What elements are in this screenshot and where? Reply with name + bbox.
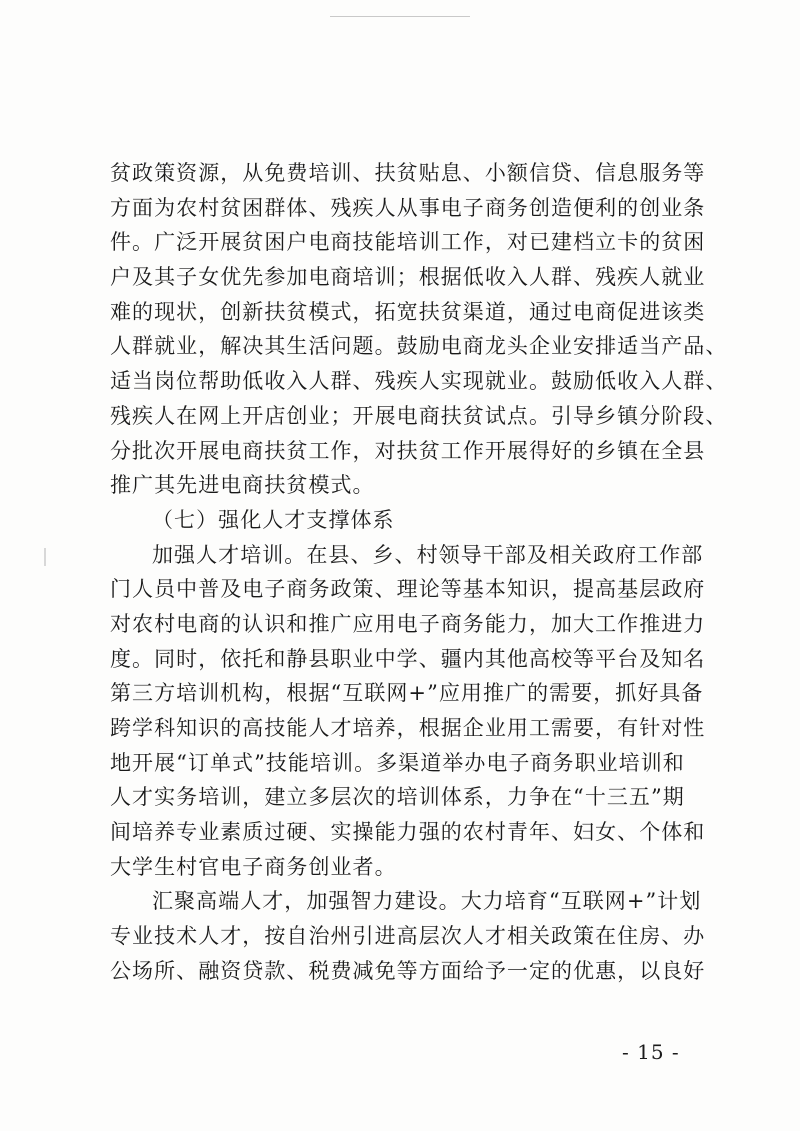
text-line: 适当岗位帮助低收入人群、残疾人实现就业。鼓励低收入人群、 (110, 369, 728, 394)
text-line: 第三方培训机构，根据“互联网+”应用推广的需要，抓好具备 (110, 681, 704, 706)
text-line: 残疾人在网上开店创业；开展电商扶贫试点。引导乡镇分阶段、 (110, 403, 728, 428)
text-line: 分批次开展电商扶贫工作，对扶贫工作开展得好的乡镇在全县 (110, 438, 706, 463)
top-divider (330, 16, 470, 17)
text-line: 难的现状，创新扶贫模式，拓宽扶贫渠道，通过电商促进该类 (110, 299, 706, 324)
text-line: 间培养专业素质过硬、实操能力强的农村青年、妇女、个体和 (110, 820, 706, 845)
text-line: 贫政策资源，从免费培训、扶贫贴息、小额信贷、信息服务等 (110, 161, 706, 185)
text-line: 公场所、融资贷款、税费减免等方面给予一定的优惠，以良好 (110, 958, 706, 983)
text-line: 方面为农村贫困群体、残疾人从事电子商务创造便利的创业条 (110, 195, 706, 220)
text-line: 度。同时，依托和静县职业中学、疆内其他高校等平台及知名 (110, 646, 706, 671)
text-line: 人才实务培训，建立多层次的培训体系，力争在“十三五”期 (110, 785, 685, 810)
section-heading: （七）强化人才支撑体系 (152, 507, 395, 532)
text-line: 跨学科知识的高技能人才培养，根据企业用工需要，有针对性 (110, 716, 706, 740)
text-line: 专业技术人才，按自治州引进高层次人才相关政策在住房、办 (110, 924, 706, 949)
text-line: 推广其先进电商扶贫模式。 (110, 473, 375, 498)
paragraph-start-line: 汇聚高端人才，加强智力建设。大力培育“互联网+”计划 (152, 889, 702, 914)
text-line: 大学生村官电子商务创业者。 (110, 854, 397, 879)
text-line: 件。广泛开展贫困户电商技能培训工作，对已建档立卡的贫困 (110, 230, 706, 255)
text-line: 人群就业，解决其生活问题。鼓励电商龙头企业安排适当产品、 (110, 334, 728, 359)
document-body (110, 156, 728, 989)
text-line: 对农村电商的认识和推广应用电子商务能力，加大工作推进力 (110, 611, 706, 636)
page-number: - 15 - (622, 1040, 680, 1064)
paragraph-start-line: 加强人才培训。在县、乡、村领导干部及相关政府工作部 (152, 542, 704, 567)
binding-mark (44, 548, 46, 566)
text-line: 门人员中普及电子商务政策、理论等基本知识，提高基层政府 (110, 577, 706, 602)
text-line: 户及其子女优先参加电商培训；根据低收入人群、残疾人就业 (110, 265, 706, 290)
text-line: 地开展“订单式”技能培训。多渠道举办电子商务职业培训和 (110, 750, 685, 775)
